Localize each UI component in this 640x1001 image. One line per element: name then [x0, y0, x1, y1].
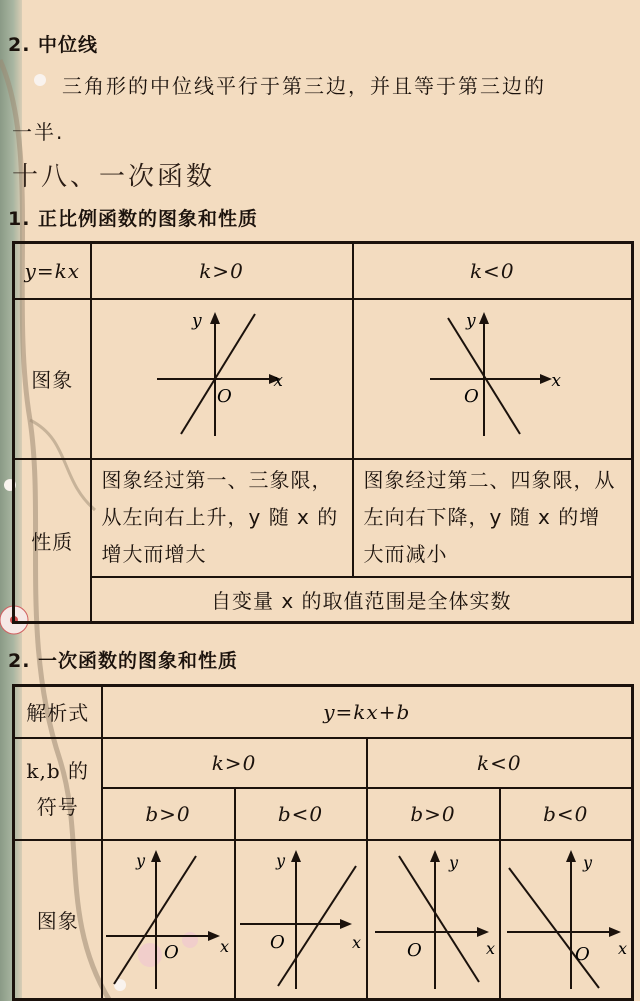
header-k-neg: k<0 [353, 243, 633, 299]
y-axis-label: y [276, 851, 287, 871]
proportional-function-table [12, 241, 634, 624]
x-axis-label: x [219, 937, 230, 957]
x-axis-label: x [272, 371, 284, 391]
graph-k-neg [422, 306, 562, 446]
expr-label: 解析式 [14, 686, 102, 738]
k-neg-header: k<0 [367, 738, 633, 788]
graph-kneg-bneg-cell [500, 840, 633, 1000]
chapter-title: 十八、一次函数 [12, 162, 216, 192]
graph-kpos-bneg [238, 844, 363, 989]
header-func: y=kx [14, 243, 91, 299]
b-neg-1: b<0 [235, 788, 367, 840]
x-axis-label: x [351, 933, 362, 953]
graph-kneg-bneg [503, 844, 628, 989]
row-graph-label: 图象 [14, 299, 91, 459]
x-axis-label: x [618, 939, 629, 959]
k-pos-header: k>0 [102, 738, 367, 788]
prop-k-neg: 图象经过第二、四象限，从左向右下降，y 随 x 的增大而减小 [353, 459, 633, 577]
prop-k-pos: 图象经过第一、三象限，从左向右上升，y 随 x 的增大而增大 [91, 459, 353, 577]
section-2-title: 2. 中位线 [8, 34, 99, 56]
y-axis-label: y [135, 851, 146, 871]
section-2-text-line1: 三角形的中位线平行于第三边，并且等于第三边的 [62, 74, 546, 98]
sign-label-line1: k,b 的 [26, 758, 90, 783]
graph-kpos-bneg-cell [235, 840, 367, 1000]
y-axis-label: y [448, 853, 459, 873]
b-neg-2: b<0 [500, 788, 633, 840]
header-k-pos: k>0 [91, 243, 353, 299]
table1-title: 1. 正比例函数的图象和性质 [8, 208, 259, 230]
y-axis-label: y [191, 311, 203, 331]
graph-k-neg-cell [353, 299, 633, 459]
b-pos-2: b>0 [367, 788, 500, 840]
linear-function-table [12, 684, 634, 1001]
b-pos-1: b>0 [102, 788, 235, 840]
graph-kpos-bpos [106, 844, 231, 989]
expr: y=kx+b [102, 686, 633, 738]
sign-label [14, 738, 102, 840]
origin-label: O [163, 942, 180, 964]
row-graph-label-2: 图象 [14, 840, 102, 1000]
origin-label: O [406, 940, 423, 962]
x-axis-label: x [485, 939, 496, 959]
origin-label: O [270, 932, 286, 954]
y-axis-label: y [583, 853, 594, 873]
graph-kneg-bpos-cell [367, 840, 500, 1000]
sign-label-line2: 符号 [36, 794, 79, 819]
row-prop-label: 性质 [14, 459, 91, 623]
graph-kneg-bpos [371, 844, 496, 989]
section-2-text-line2: 一半. [12, 120, 65, 144]
origin-label: O [575, 944, 592, 966]
graph-kpos-bpos-cell [102, 840, 235, 1000]
y-axis-label: y [466, 311, 477, 331]
origin-label: O [216, 386, 233, 407]
graph-k-pos [157, 306, 287, 446]
table2-title: 2. 一次函数的图象和性质 [8, 650, 239, 672]
x-axis-label: x [551, 371, 563, 391]
domain-note: 自变量 x 的取值范围是全体实数 [91, 577, 633, 623]
graph-k-pos-cell [91, 299, 353, 459]
origin-label: O [464, 386, 481, 407]
